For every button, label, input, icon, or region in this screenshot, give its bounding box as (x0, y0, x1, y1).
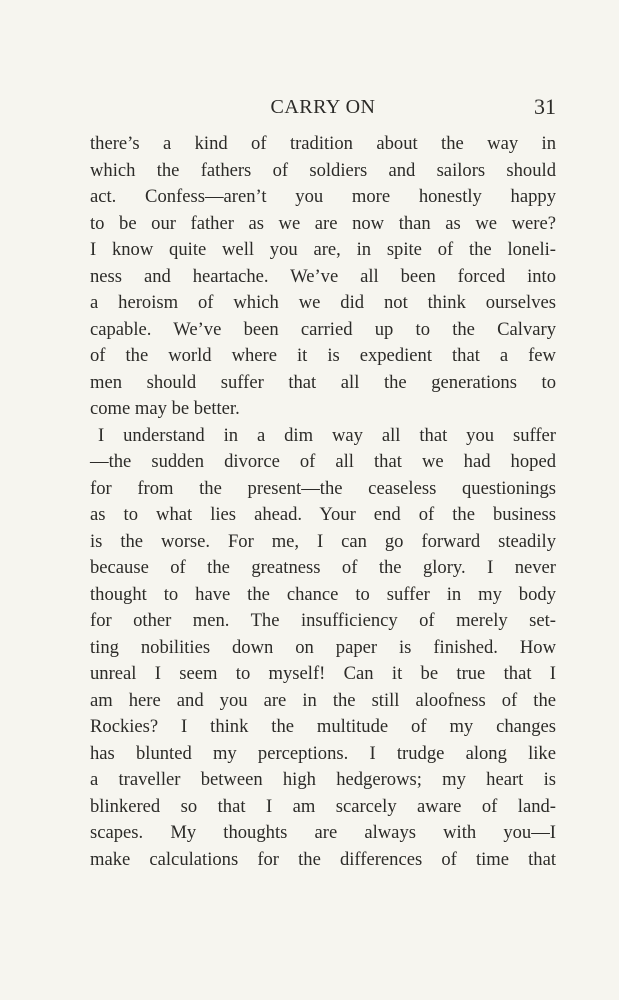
text-line: because of the greatness of the glory. I never (90, 557, 556, 578)
running-head (90, 92, 556, 122)
text-line: make calculations for the differences of time that (90, 848, 556, 870)
text-line: —the sudden divorce of all that we had hoped (90, 451, 556, 472)
page-number: 31 (534, 94, 556, 119)
text-line: thought to have the chance to suffer in my body (90, 583, 556, 605)
text-line: blinkered so that I am scarcely aware of land- (90, 795, 556, 817)
text-line: I understand in a dim way all that you suffer (98, 424, 556, 446)
text-line: men should suffer that all the generations to (90, 371, 556, 393)
text-line: as to what lies ahead. Your end of the business (90, 504, 556, 525)
text-line: for from the present—the ceaseless questionings (90, 477, 556, 499)
text-line: come may be better. (90, 398, 240, 419)
text-line: there’s a kind of tradition about the way in (90, 133, 556, 154)
text-line: a traveller between high hedgerows; my heart is (90, 769, 556, 790)
text-line: scapes. My thoughts are always with you—I (90, 822, 556, 843)
text-line: to be our father as we are now than as we were? (90, 212, 556, 234)
text-line: which the fathers of soldiers and sailors should (90, 159, 556, 181)
body-text (90, 131, 556, 873)
text-line: is the worse. For me, I can go forward steadily (90, 530, 556, 552)
text-line: ness and heartache. We’ve all been forced into (90, 265, 556, 287)
text-line: has blunted my perceptions. I trudge along like (90, 742, 556, 764)
text-line: Rockies? I think the multitude of my changes (90, 716, 556, 737)
text-line: act. Confess—aren’t you more honestly happy (90, 186, 556, 207)
text-line: I know quite well you are, in spite of the loneli- (90, 239, 556, 260)
text-line: for other men. The insufficiency of merely set- (90, 610, 556, 631)
text-line: am here and you are in the still aloofness of the (90, 689, 556, 711)
text-line: a heroism of which we did not think ourselves (90, 292, 556, 313)
text-line: capable. We’ve been carried up to the Calvary (90, 318, 556, 340)
text-line: of the world where it is expedient that a few (90, 345, 556, 366)
text-line: ting nobilities down on paper is finished. How (90, 636, 556, 658)
text-line: unreal I seem to myself! Can it be true that I (90, 663, 556, 684)
running-title: CARRY ON (270, 96, 376, 118)
